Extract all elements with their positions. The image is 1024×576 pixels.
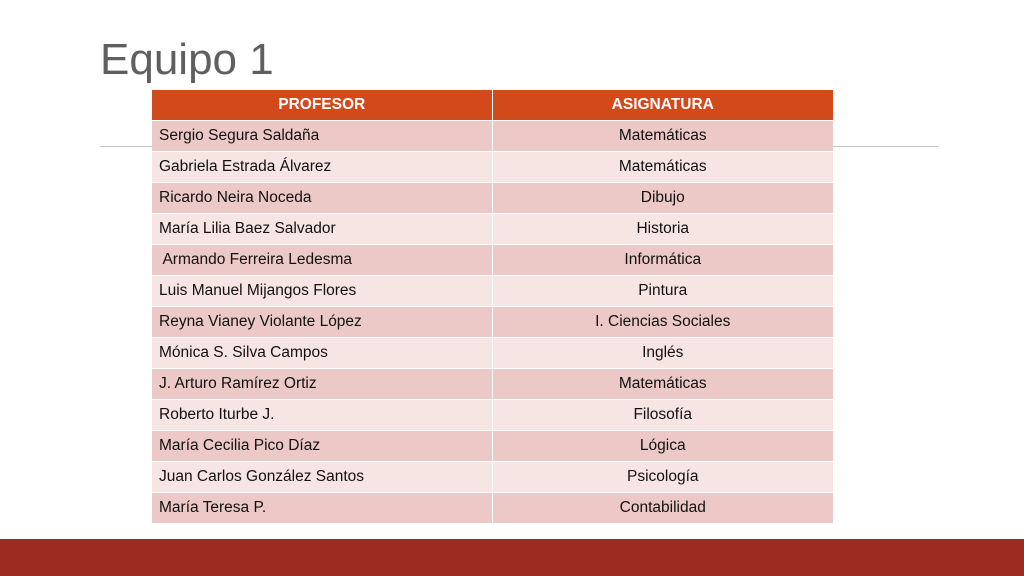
table-header-row — [152, 90, 833, 121]
asignatura-cell: Inglés — [492, 338, 833, 369]
table-row — [152, 493, 833, 524]
table-row — [152, 183, 833, 214]
table-row — [152, 338, 833, 369]
asignatura-cell: Lógica — [492, 431, 833, 462]
profesor-cell: Roberto Iturbe J. — [152, 400, 492, 431]
profesor-cell: J. Arturo Ramírez Ortiz — [152, 369, 492, 400]
table-row — [152, 152, 833, 183]
header-asignatura: ASIGNATURA — [492, 90, 833, 121]
profesor-cell: Reyna Vianey Violante López — [152, 307, 492, 338]
profesor-cell: Luis Manuel Mijangos Flores — [152, 276, 492, 307]
table-row — [152, 276, 833, 307]
asignatura-cell: Informática — [492, 245, 833, 276]
table-row — [152, 214, 833, 245]
asignatura-cell: Matemáticas — [492, 369, 833, 400]
table-row — [152, 431, 833, 462]
asignatura-cell: Historia — [492, 214, 833, 245]
profesor-cell: María Lilia Baez Salvador — [152, 214, 492, 245]
profesor-cell: Gabriela Estrada Álvarez — [152, 152, 492, 183]
profesor-cell: Armando Ferreira Ledesma — [152, 245, 492, 276]
asignatura-cell: Contabilidad — [492, 493, 833, 524]
asignatura-cell: Dibujo — [492, 183, 833, 214]
asignatura-cell: Matemáticas — [492, 152, 833, 183]
profesor-cell: María Teresa P. — [152, 493, 492, 524]
asignatura-cell: I. Ciencias Sociales — [492, 307, 833, 338]
asignatura-cell: Matemáticas — [492, 121, 833, 152]
profesor-cell: Juan Carlos González Santos — [152, 462, 492, 493]
header-profesor: PROFESOR — [152, 90, 492, 121]
table-row — [152, 307, 833, 338]
table-row — [152, 400, 833, 431]
asignatura-cell: Filosofía — [492, 400, 833, 431]
table-row — [152, 245, 833, 276]
profesor-cell: Mónica S. Silva Campos — [152, 338, 492, 369]
slide-title: Equipo 1 — [100, 35, 274, 84]
profesor-cell: María Cecilia Pico Díaz — [152, 431, 492, 462]
asignatura-cell: Psicología — [492, 462, 833, 493]
teacher-subject-table — [152, 90, 833, 523]
table-row — [152, 462, 833, 493]
table-row — [152, 121, 833, 152]
asignatura-cell: Pintura — [492, 276, 833, 307]
profesor-cell: Ricardo Neira Noceda — [152, 183, 492, 214]
profesor-cell: Sergio Segura Saldaña — [152, 121, 492, 152]
table-row — [152, 369, 833, 400]
footer-accent-bar — [0, 539, 1024, 576]
